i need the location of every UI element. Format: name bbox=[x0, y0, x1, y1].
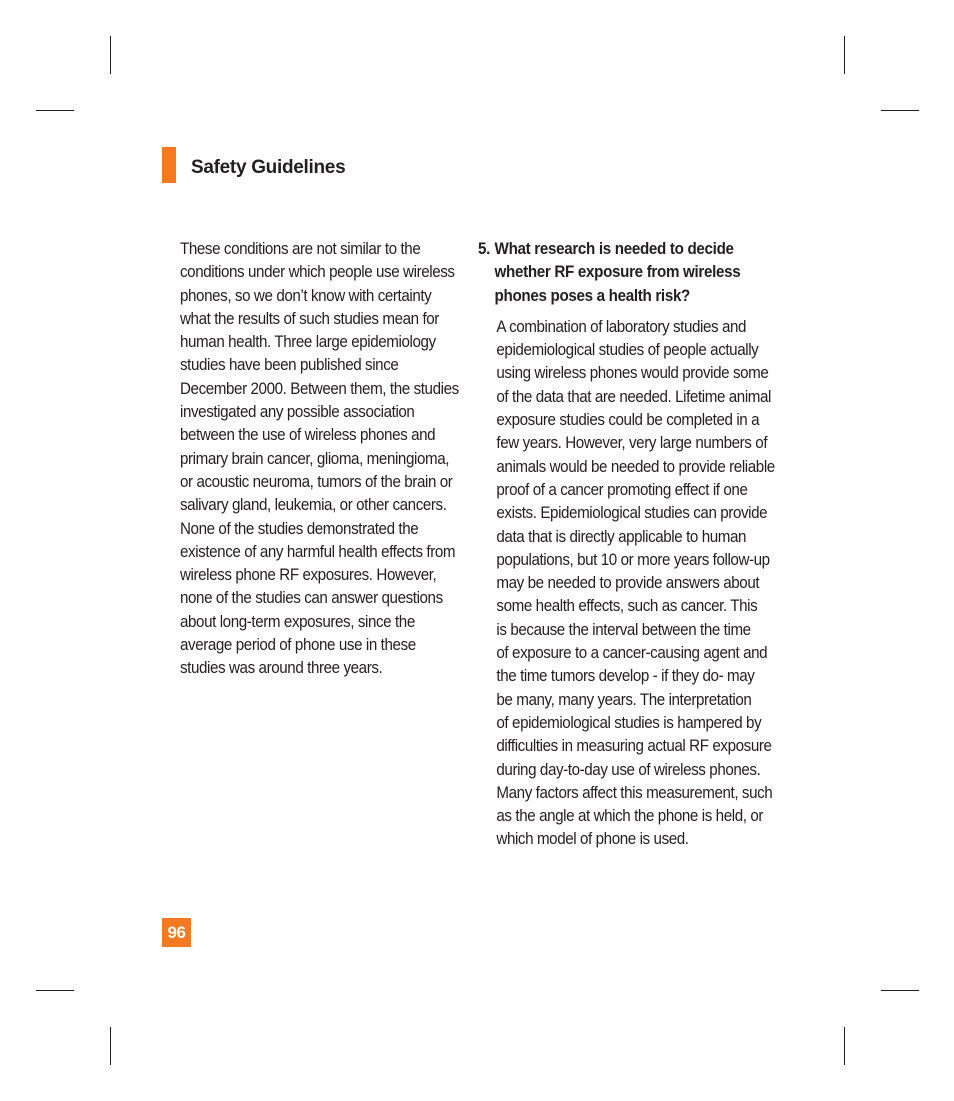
right-column bbox=[478, 238, 775, 852]
answer-line: epidemiological studies of people actually bbox=[496, 341, 759, 360]
paragraph-line: None of the studies demonstrated the bbox=[180, 519, 419, 538]
paragraph-line: December 2000. Between them, the studies bbox=[180, 379, 459, 398]
paragraph-line: studies have been published since bbox=[180, 356, 399, 375]
paragraph-line: These conditions are not similar to the bbox=[180, 240, 421, 258]
answer-line: animals would be needed to provide reliable bbox=[496, 457, 775, 476]
crop-mark-top-right-vertical bbox=[844, 36, 845, 74]
crop-mark-bottom-right-vertical bbox=[844, 1027, 845, 1065]
paragraph-line: salivary gland, leukemia, or other cancers. bbox=[180, 496, 447, 515]
crop-mark-bottom-left-horizontal bbox=[36, 990, 74, 991]
paragraph-line: average period of phone use in these bbox=[180, 636, 416, 655]
section-title: Safety Guidelines bbox=[191, 157, 346, 178]
crop-mark-top-left-vertical bbox=[110, 36, 111, 74]
answer-line: proof of a cancer promoting effect if one bbox=[496, 480, 748, 499]
left-column-text bbox=[180, 238, 459, 681]
paragraph-line: conditions under which people use wireless bbox=[180, 263, 455, 282]
question-line: What research is needed to decide bbox=[494, 240, 734, 258]
paragraph-line: human health. Three large epidemiology bbox=[180, 333, 436, 352]
answer-line: of exposure to a cancer-causing agent and bbox=[496, 644, 768, 663]
crop-mark-top-right-horizontal bbox=[881, 110, 919, 111]
answer-line: is because the interval between the time bbox=[496, 620, 751, 639]
crop-mark-top-left-horizontal bbox=[36, 110, 74, 111]
answer-line: data that is directly applicable to human bbox=[496, 527, 747, 546]
paragraph-line: existence of any harmful health effects from bbox=[180, 542, 456, 561]
answer-line: of epidemiological studies is hampered by bbox=[496, 713, 762, 732]
question-heading bbox=[478, 238, 763, 308]
paragraph-line: primary brain cancer, glioma, meningioma, bbox=[180, 449, 450, 468]
answer-line: be many, many years. The interpretation bbox=[496, 690, 752, 709]
paragraph-line: what the results of such studies mean for bbox=[180, 309, 439, 328]
paragraph-line: phones, so we don’t know with certainty bbox=[180, 286, 432, 305]
answer-line: as the angle at which the phone is held, or bbox=[496, 807, 763, 826]
answer-line: some health effects, such as cancer. This bbox=[496, 597, 758, 616]
question-number: 5. bbox=[478, 240, 491, 258]
answer-line: difficulties in measuring actual RF exposure bbox=[496, 737, 772, 756]
page-number-badge: 96 bbox=[162, 918, 191, 947]
answer-line: exposure studies could be completed in a bbox=[496, 411, 760, 430]
paragraph-line: or acoustic neuroma, tumors of the brain or bbox=[180, 472, 453, 491]
paragraph-line: none of the studies can answer questions bbox=[180, 589, 443, 608]
answer-line: of the data that are needed. Lifetime animal bbox=[496, 387, 772, 406]
answer-line: during day-to-day use of wireless phones. bbox=[496, 760, 761, 779]
answer-line: few years. However, very large numbers of bbox=[496, 434, 768, 453]
question-line: whether RF exposure from wireless bbox=[494, 263, 741, 282]
paragraph-line: studies was around three years. bbox=[180, 659, 383, 678]
answer-line: which model of phone is used. bbox=[496, 830, 689, 849]
answer-line: the time tumors develop - if they do- may bbox=[496, 667, 755, 686]
answer-line: exists. Epidemiological studies can provide bbox=[496, 504, 768, 523]
question-line: phones poses a health risk? bbox=[494, 286, 691, 305]
answer-text bbox=[496, 316, 775, 852]
answer-line: A combination of laboratory studies and bbox=[496, 317, 747, 336]
crop-mark-bottom-right-horizontal bbox=[881, 990, 919, 991]
paragraph-line: between the use of wireless phones and bbox=[180, 426, 436, 445]
answer-line: may be needed to provide answers about bbox=[496, 574, 760, 593]
paragraph-line: wireless phone RF exposures. However, bbox=[180, 566, 437, 585]
section-accent-bar bbox=[162, 147, 176, 183]
paragraph-line: investigated any possible association bbox=[180, 403, 415, 422]
question-text bbox=[495, 238, 764, 308]
crop-mark-bottom-left-vertical bbox=[110, 1027, 111, 1065]
paragraph-line: about long-term exposures, since the bbox=[180, 612, 415, 631]
answer-line: Many factors affect this measurement, such bbox=[496, 783, 773, 802]
answer-line: using wireless phones would provide some bbox=[496, 364, 769, 383]
answer-line: populations, but 10 or more years follow-up bbox=[496, 550, 770, 569]
